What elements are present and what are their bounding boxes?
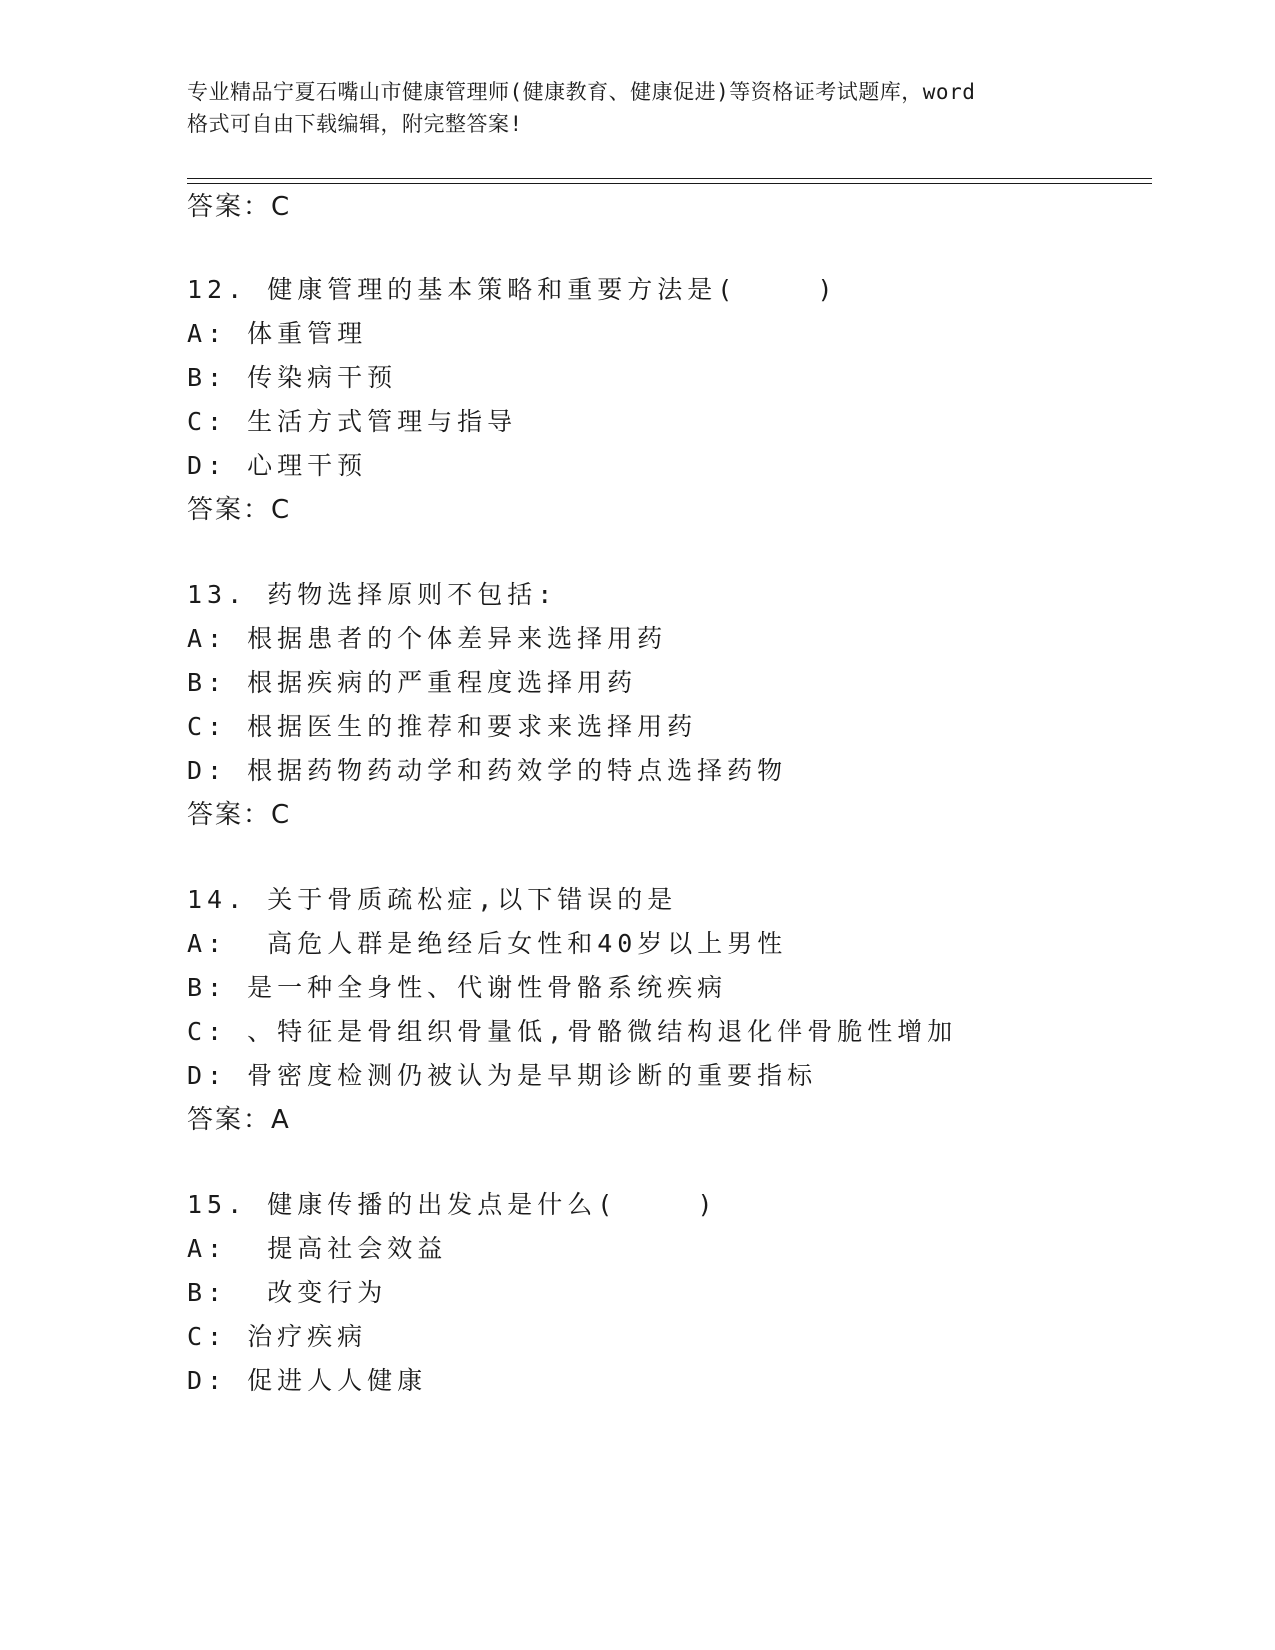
question-14-stem: 14. 关于骨质疏松症,以下错误的是 [187,885,678,914]
question-12-option-a: A: 体重管理 [187,319,368,348]
question-13-option-b: B: 根据疾病的严重程度选择用药 [187,668,638,697]
question-13-answer: 答案：C [187,800,292,830]
question-13-option-c: C: 根据医生的推荐和要求来选择用药 [187,712,698,741]
header-divider-bottom [187,183,1152,184]
question-15-option-b: B: 改变行为 [187,1278,388,1307]
question-15-option-c: C: 治疗疾病 [187,1322,368,1351]
document-header [187,76,1087,140]
header-line-2: 格式可自由下载编辑，附完整答案! [187,112,523,136]
question-13-option-d: D: 根据药物药动学和药效学的特点选择药物 [187,756,788,785]
question-12-option-b: B: 传染病干预 [187,363,398,392]
question-15-stem: 15. 健康传播的出发点是什么( ) [187,1190,718,1219]
header-line-1: 专业精品宁夏石嘴山市健康管理师(健康教育、健康促进)等资格证考试题库，word [187,80,976,104]
question-12-answer: 答案：C [187,495,292,525]
answer-previous: 答案：C [187,192,292,222]
question-14-option-c: C: 、特征是骨组织骨量低,骨骼微结构退化伴骨脆性增加 [187,1017,958,1046]
question-12-option-d: D: 心理干预 [187,451,368,480]
question-13-option-a: A: 根据患者的个体差异来选择用药 [187,624,668,653]
question-12-option-c: C: 生活方式管理与指导 [187,407,518,436]
question-15-option-d: D: 促进人人健康 [187,1366,428,1395]
question-12-stem: 12. 健康管理的基本策略和重要方法是( ) [187,275,838,304]
question-14-option-a: A: 高危人群是绝经后女性和40岁以上男性 [187,929,788,958]
question-15-option-a: A: 提高社会效益 [187,1234,448,1263]
question-14-answer: 答案：A [187,1105,291,1135]
question-13-stem: 13. 药物选择原则不包括: [187,580,558,609]
question-14-option-d: D: 骨密度检测仍被认为是早期诊断的重要指标 [187,1061,818,1090]
question-14-option-b: B: 是一种全身性、代谢性骨骼系统疾病 [187,973,728,1002]
header-divider-top [187,178,1152,179]
